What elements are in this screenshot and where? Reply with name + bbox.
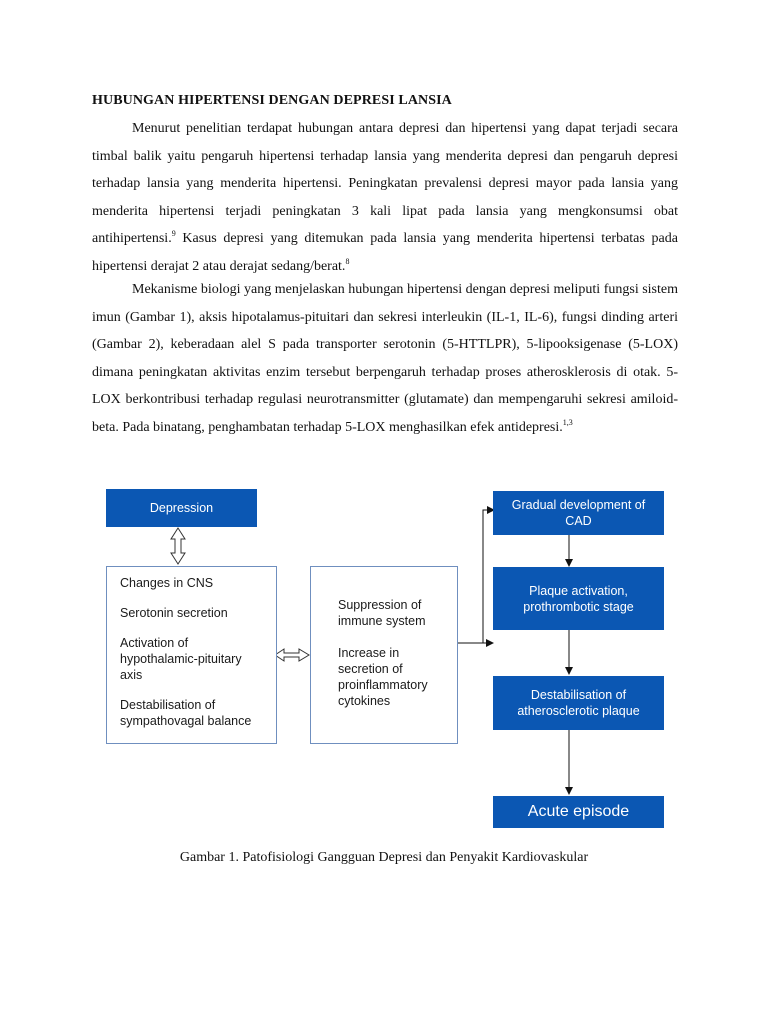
cns-item-hpa-axis: Activation of hypothalamic-pituitary axis: [120, 636, 242, 682]
cns-item-changes: Changes in CNS: [120, 576, 214, 590]
destabilisation-box: [493, 676, 664, 730]
cns-item-serotonin: Serotonin secretion: [120, 606, 228, 620]
cad-label: Gradual development of CAD: [511, 498, 646, 528]
citation-1-3: 1,3: [562, 417, 573, 427]
paragraph-1-text: Menurut penelitian terdapat hubungan antara depresi dan hipertensi yang dapat terjadi secara timbal balik yaitu pengaruh hipertensi terhadap lansia yang menderita depresi dan pengaruh depresi terhadap lansia yang menderita hipertensi. Peningkatan prevalensi depresi mayor pada lansia yang menderita hipertensi terjadi peningkatan 3 kali lipat pada lansia yang mengkonsumsi obat antihipertensi.: [92, 121, 678, 246]
arrow-to-cad: [458, 510, 494, 643]
section-heading: HUBUNGAN HIPERTENSI DENGAN DEPRESI LANSIA: [92, 93, 452, 108]
figure-caption: Gambar 1. Patofisiologi Gangguan Depresi dan Penyakit Kardiovaskular: [179, 850, 589, 865]
plaque-activation-box: [493, 567, 664, 630]
acute-episode-label: Acute episode: [527, 803, 630, 820]
immune-item-suppression: Suppression of immune system: [338, 598, 426, 628]
citation-9: 9: [171, 229, 176, 238]
double-arrow-vertical: [171, 528, 185, 564]
double-arrow-horizontal: [275, 649, 309, 661]
citation-8: 8: [345, 256, 350, 266]
depression-box: [106, 489, 257, 527]
paragraph-2-text: Mekanisme biologi yang menjelaskan hubungan hipertensi dengan depresi meliputi fungsi sistem imun (Gambar 1), aksis hipotalamus-pituitari dan sekresi interleukin (IL-1, IL-6), fungsi dinding arteri (Gambar 2), keberadaan alel S pada transporter serotonin (5-HTTLPR), 5-lipooksigenase (5-LOX) dimana peningkatan aktivitas enzim tersebut berpengaruh terhadap proses atherosklerosis di otak. 5-LOX berkontribusi terhadap regulasi neurotransmitter (glutamate) dan mempengaruhi sekresi amiloid-beta. Pada binatang, penghambatan terhadap 5-LOX menghasilkan efek antidepresi.: [92, 282, 678, 435]
destabilisation-label: Destabilisation of atherosclerotic plaque: [517, 688, 640, 718]
plaque-activation-label: Plaque activation, prothrombotic stage: [523, 583, 634, 614]
paragraph-1-text-2: Kasus depresi yang ditemukan pada lansia yang menderita hipertensi terbatas pada hipertensi derajat 2 atau derajat sedang/berat.: [92, 231, 678, 274]
cns-item-sympathovagal: Destabilisation of sympathovagal balance: [120, 698, 252, 728]
immune-item-cytokines: Increase in secretion of proinflammatory cytokines: [338, 646, 428, 708]
cns-changes-box: [106, 566, 277, 744]
cad-box: [493, 491, 664, 535]
depression-label: Depression: [149, 501, 214, 515]
acute-episode-box: [493, 796, 664, 828]
immune-box: [310, 566, 458, 744]
